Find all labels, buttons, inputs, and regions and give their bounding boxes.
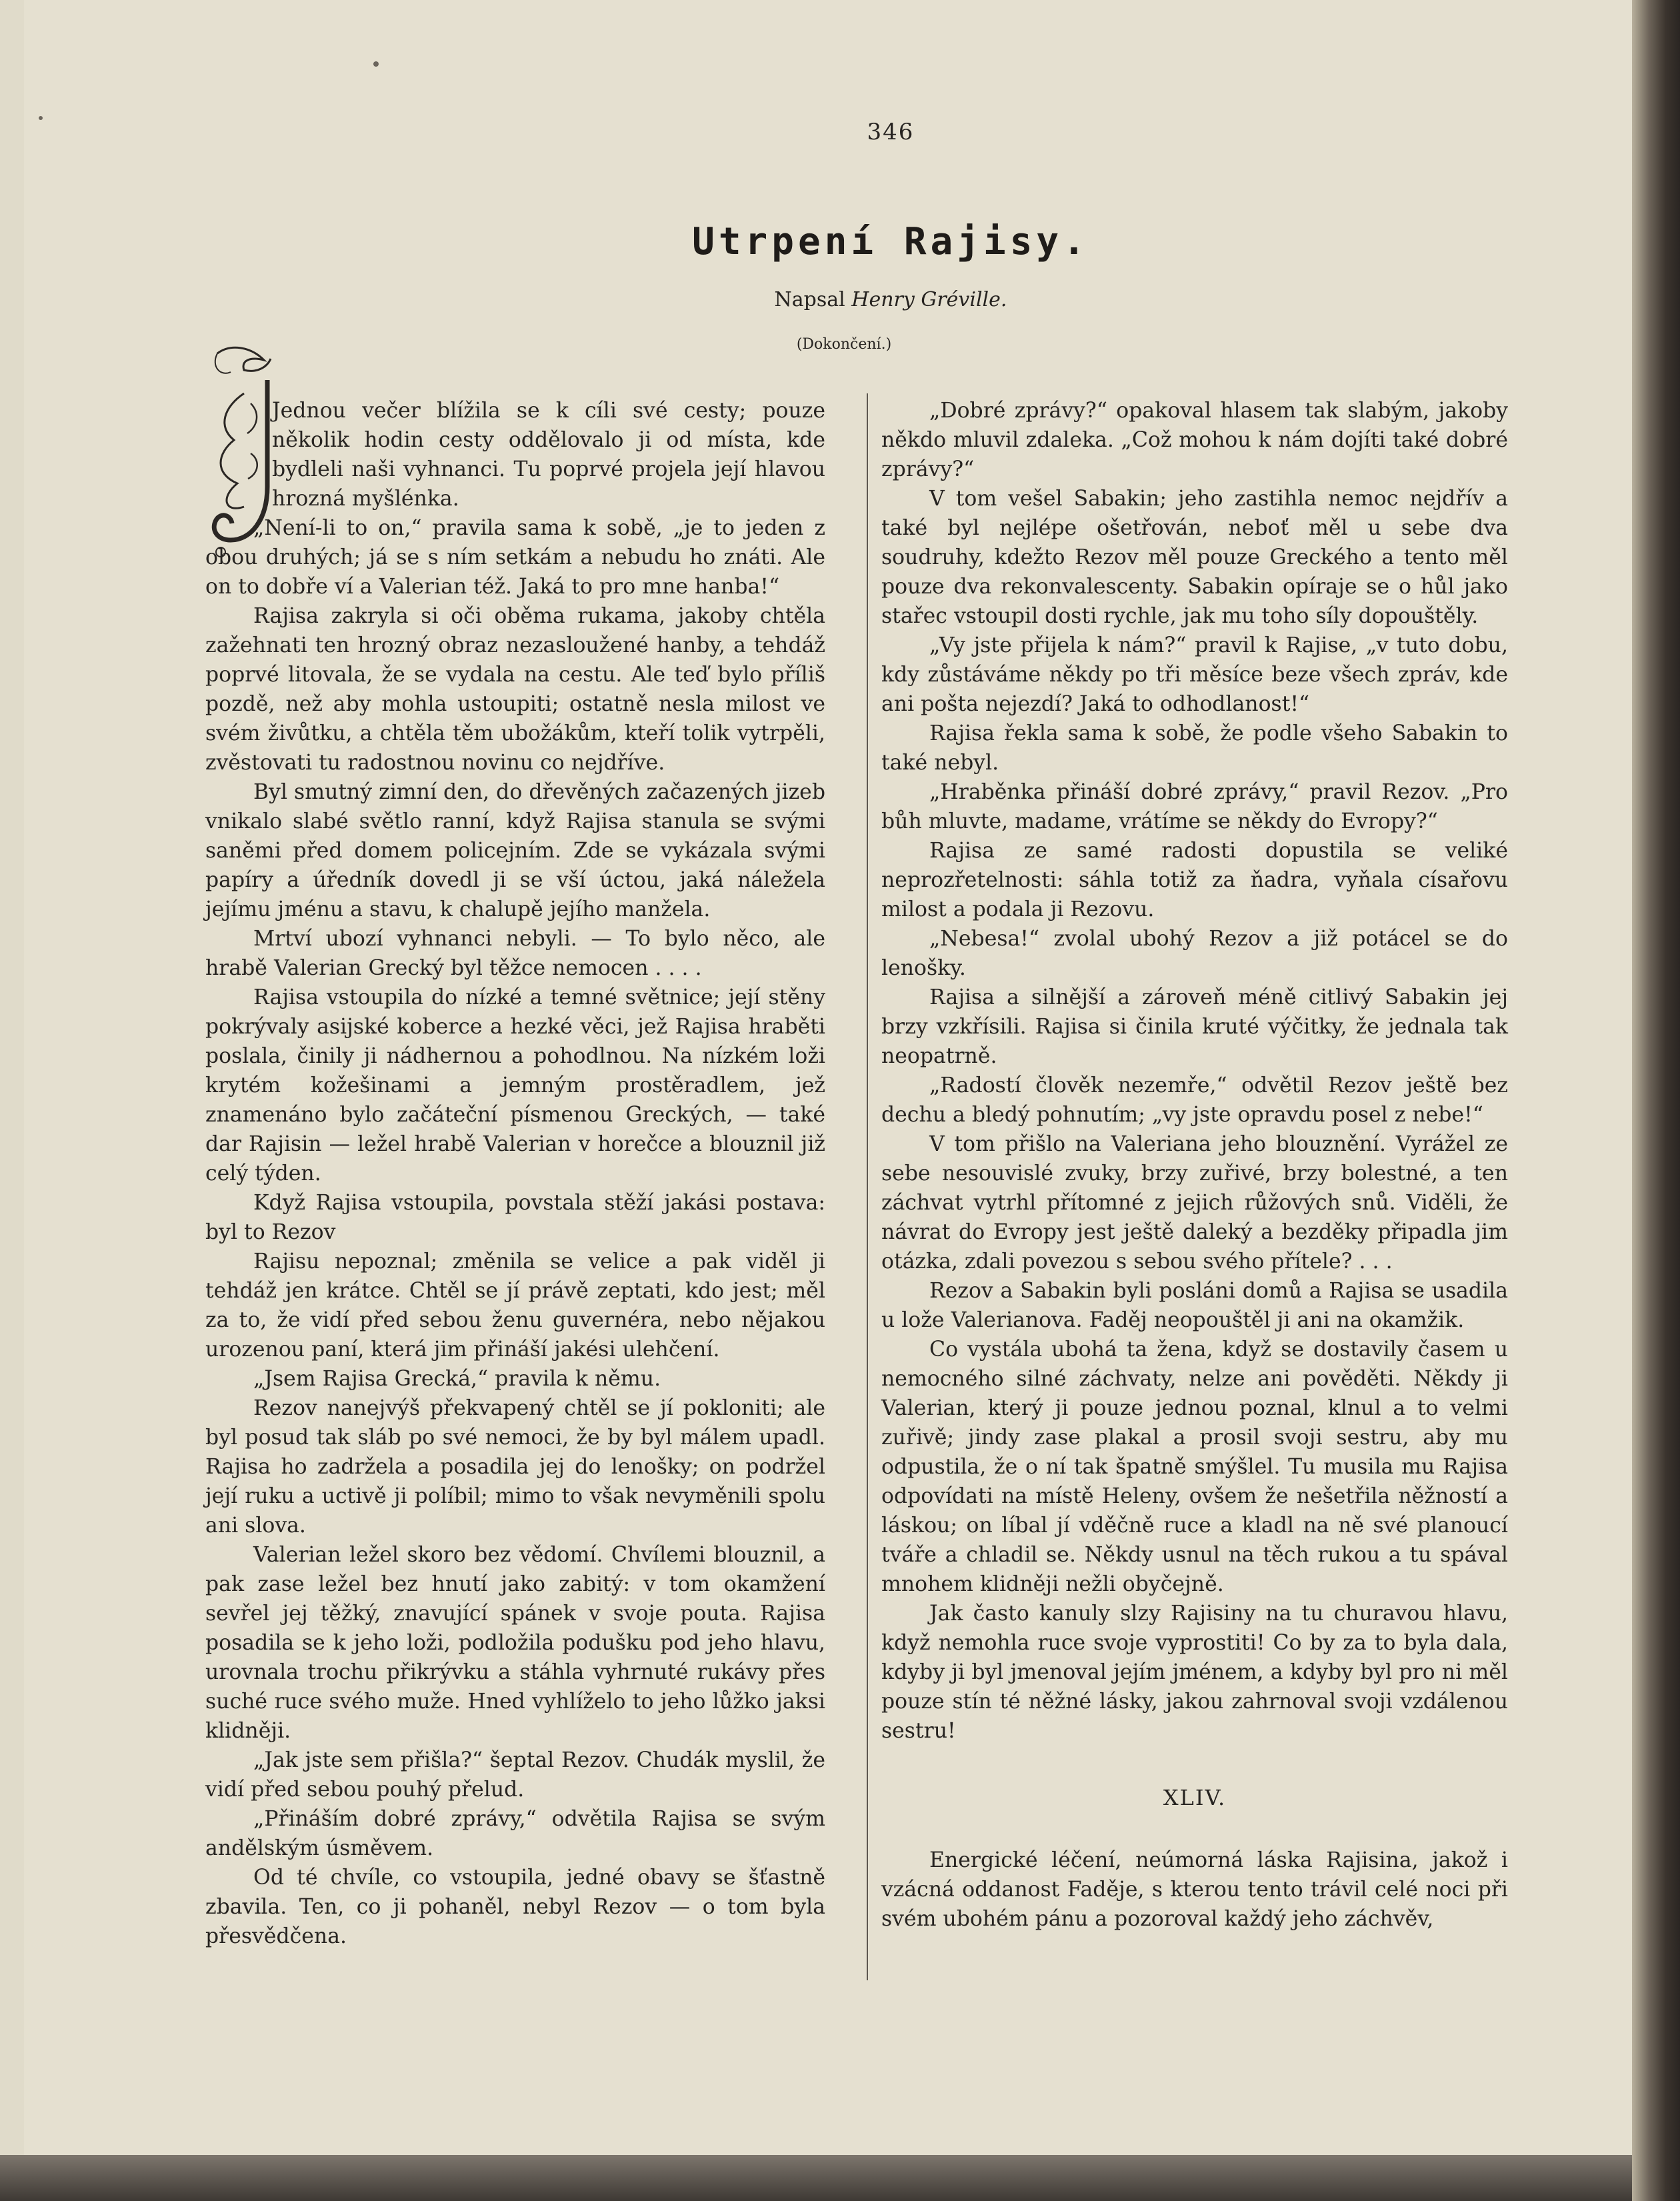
paragraph: Od té chvíle, co vstoupila, jedné obavy se šťastně zbavila. Ten, co ji pohaněl, nebyl Rezov — o tom byla přesvědčena. [205,1866,825,1948]
paragraph: „Přináším dobré zprávy,“ odvětila Rajisa se svým andělským úsměvem. [205,1807,825,1860]
paragraph: „Jsem Rajisa Grecká,“ pravila k němu. [253,1367,661,1391]
right-column [881,396,1508,1934]
paragraph: V tom vešel Sabakin; jeho zastihla nemoc nejdřív a také byl nejlépe ošetřován, neboť měl u sebe dva soudruhy, kdežto Rezov měl pouze Greckého a tento měl pouze dva rekonvalescenty. Sabakin opíraje se o hůl jako stařec vstoupil dosti rychle, jak mu toho síly dopouštěly. [881,487,1508,628]
paragraph: Rajisa vstoupila do nízké a temné světnice; její stěny pokrývaly asijské koberce a hezké věci, jež Rajisa hraběti poslala, činily ji nádhernou a pohodlnou. Na nízkém loži krytém kožešinami a jemným prostěradlem, jež znamenáno bylo začáteční písmenou Greckých, — také dar Rajisin — ležel hrabě Valerian v horečce a blouznil již celý týden. [205,985,825,1186]
paragraph: Co vystála ubohá ta žena, když se dostavily časem u nemocného silné záchvaty, nelze ani pověděti. Někdy ji Valerian, který ji pouze jednou poznal, klnul a to velmi zuřivě; jindy zase plakal a prosil svoji sestru, aby mu odpustila, že o ní tak špatně smýšlel. Tu musila mu Rajisa odpovídati na místě Heleny, ovšem že nešetřila něžností a láskou; on líbal jí vděčně ruce a kladl na ně své planoucí tváře a chladil se. Někdy usnul na těch rukou a tu spával mnohem klidněji nežli obyčejně. [881,1338,1508,1596]
paragraph: V tom přišlo na Valeriana jeho blouznění. Vyrážel ze sebe nesouvislé zvuky, brzy zuřivé, brzy bolestné, a ten záchvat vytrhl přítomné z jejich růžových snů. Viděli, že návrat do Evropy jest ještě daleký a bezděky připadla jim otázka, zdali povezou s sebou svého přítele? . . . [881,1132,1508,1274]
bottom-edge-shadow [0,2155,1680,2201]
book-spine-edge [1632,0,1680,2201]
paragraph: „Dobré zprávy?“ opakoval hlasem tak slabým, jakoby někdo mluvil zdaleka. „Což mohou k nám dojíti také dobré zprávy?“ [881,399,1508,481]
page-number: 346 [867,119,915,145]
byline-prefix: Napsal [774,288,845,311]
paragraph: „Nebesa!“ zvolal ubohý Rezov a již potácel se do lenošky. [881,927,1508,980]
paragraph: Energické léčení, neúmorná láska Rajisina, jakož i vzácná oddanost Faděje, s kterou tento trávil celé noci při svém ubohém pánu a pozoroval každý jeho záchvěv, [881,1848,1508,1931]
paragraph: Když Rajisa vstoupila, povstala stěží jakási postava: byl to Rezov [205,1191,825,1244]
byline [624,288,1157,311]
paragraph: „Jak jste sem přišla?“ šeptal Rezov. Chudák myslil, že vidí před sebou pouhý přelud. [205,1748,825,1802]
paragraph: „Hraběnka přináší dobré zprávy,“ pravil Rezov. „Pro bůh mluvte, madame, vrátíme se někdy do Evropy?“ [881,780,1508,833]
paragraph: Rajisa a silnější a zároveň méně citlivý Sabakin jej brzy vzkřísili. Rajisa si činila kruté výčitky, že jednala tak neopatrně. [881,985,1508,1068]
paragraph: Mrtví ubozí vyhnanci nebyli. — To bylo něco, ale hrabě Valerian Grecký byl těžce nemocen . . . . [205,927,825,980]
paragraph: Rajisa ze samé radosti dopustila se veliké neprozřetelnosti: sáhla totiž za ňadra, vyňala císařovu milost a podala ji Rezovu. [881,839,1508,921]
paragraph: Rezov a Sabakin byli posláni domů a Rajisa se usadila u lože Valerianova. Faděj neopouštěl ji ani na okamžik. [881,1279,1508,1332]
left-column [205,396,825,1951]
paragraph: Rezov nanejvýš překvapený chtěl se jí pokloniti; ale byl posud tak sláb po své nemoci, že by byl málem upadl. Rajisa ho zadržela a posadila jej do lenošky; on podržel její ruku a uctivě ji políbil; mimo to však nevyměnili spolu ani slova. [205,1396,825,1538]
paragraph: Rajisa zakryla si oči oběma rukama, jakoby chtěla zažehnati ten hrozný obraz nezasloužené hanby, a tehdáž poprvé litovala, že se vydala na cestu. Ale teď bylo příliš pozdě, než aby mohla ustoupiti; ostatně nesla milost ve svém živůtku, a chtěla těm ubožákům, kteří tolik vytrpěli, zvěstovati tu radostnou novinu co nejdříve. [205,604,825,775]
paragraph: Rajisa řekla sama k sobě, že podle všeho Sabakin to také nebyl. [881,721,1508,775]
speck-mark [39,116,43,120]
speck-mark [373,61,379,67]
paragraph: Jednou večer blížila se k cíli své cesty; pouze několik hodin cesty oddělovalo ji od místa, kde bydleli naši vyhnanci. Tu poprvé projela její hlavou hrozná myšlénka. [272,399,825,511]
column-divider [867,393,868,1980]
paragraph: „Radostí člověk nezemře,“ odvětil Rezov ještě bez dechu a bledý pohnutím; „vy jste opravdu posel z nebe!“ [881,1073,1508,1127]
paragraph: Jak často kanuly slzy Rajisiny na tu churavou hlavu, když nemohla ruce svoje vyprostiti! Co by za to byla dala, kdyby ji byl jmenoval jejím jménem, a kdyby byl pro ni měl pouze stín té něžné lásky, jakou zahrnoval svoji vzdálenou sestru! [881,1602,1508,1743]
paragraph: Byl smutný zimní den, do dřevěných začazených jizeb vnikalo slabé světlo ranní, když Rajisa stanula se svými saněmi před domem policejním. Zde se vykázala svými papíry a úředník dovedl ji se vší úctou, jaká náležela jejímu jménu a stavu, k chalupě jejího manžela. [205,780,825,921]
continued-note: (Dokončení.) [796,336,892,353]
byline-author: Henry Gréville. [851,288,1007,311]
paragraph: „Není-li to on,“ pravila sama k sobě, „je to jeden z obou druhých; já se s ním setkám a nebudu ho znáti. Ale on to dobře ví a Valerian též. Jaká to pro mne hanba!“ [205,516,825,599]
chapter-heading: XLIV. [1163,1785,1227,1810]
paragraph: Valerian ležel skoro bez vědomí. Chvílemi blouznil, a pak zase ležel bez hnutí jako zabitý: v tom okamžení sevřel jej těžký, znavující spánek v svoje pouta. Rajisa posadila se k jeho loži, podložila podušku pod jeho hlavu, urovnala trochu přikrývku a stáhla vyhrnuté rukávy přes suché ruce svého muže. Hned vyhlíželo to jeho lůžko jaksi klidněji. [205,1543,825,1743]
article-title: Utrpení Rajisy. [692,220,1089,263]
paragraph: „Vy jste přijela k nám?“ pravil k Rajise, „v tuto dobu, kdy zůstáváme někdy po tři měsíce beze všech zpráv, kde ani pošta nejezdí? Jaká to odhodlanost!“ [881,633,1508,716]
book-page [24,0,1632,2155]
paragraph: Rajisu nepoznal; změnila se velice a pak viděl ji tehdáž jen krátce. Chtěl se jí právě zeptati, kdo jest; měl za to, že vidí před sebou ženu guvernéra, nebo nějakou urozenou paní, která jim přináší jakési ulehčení. [205,1250,825,1362]
